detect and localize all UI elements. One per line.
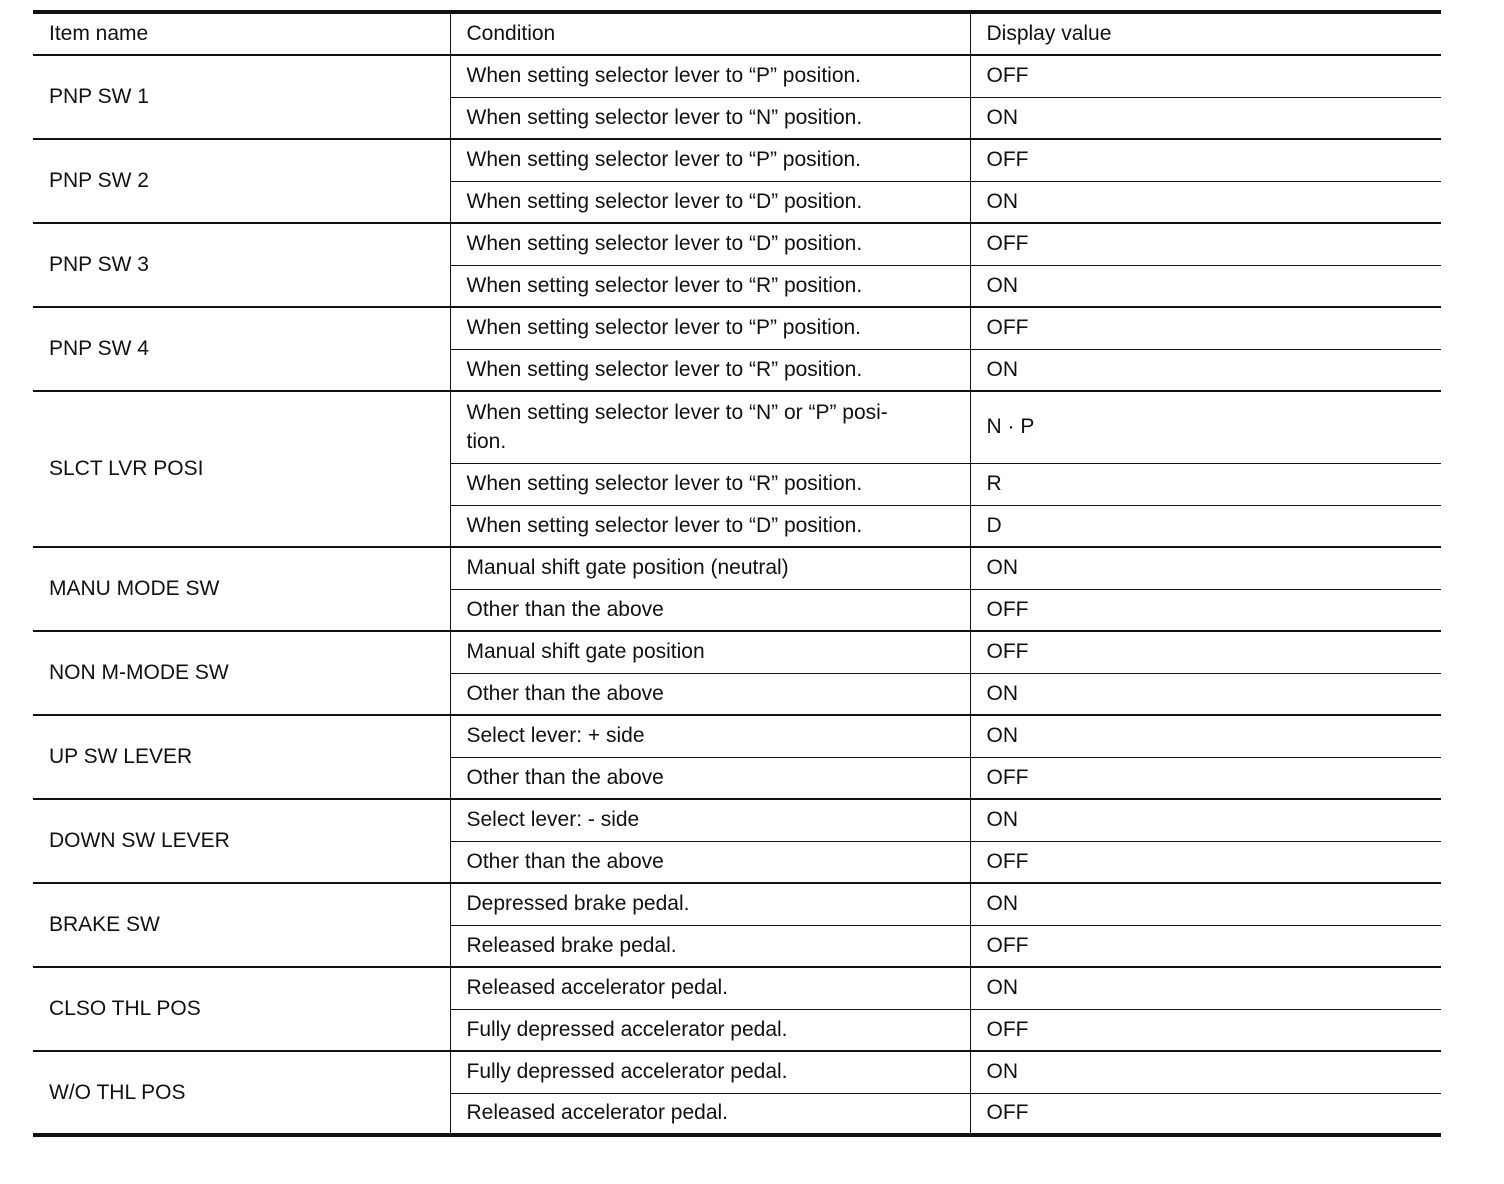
display-value-cell: OFF: [970, 223, 1441, 265]
condition-cell: Select lever: + side: [450, 715, 970, 757]
display-value-cell: ON: [970, 1051, 1441, 1093]
condition-cell: When setting selector lever to “P” position.: [450, 55, 970, 97]
display-value-cell: ON: [970, 967, 1441, 1009]
condition-cell: Depressed brake pedal.: [450, 883, 970, 925]
display-value-cell: ON: [970, 349, 1441, 391]
display-value-cell: OFF: [970, 1009, 1441, 1051]
condition-cell: When setting selector lever to “R” position.: [450, 349, 970, 391]
table-body: [33, 55, 1441, 1135]
condition-cell: Other than the above: [450, 757, 970, 799]
condition-cell: When setting selector lever to “D” position.: [450, 181, 970, 223]
display-value-cell: ON: [970, 181, 1441, 223]
condition-cell: When setting selector lever to “P” position.: [450, 307, 970, 349]
display-value-cell: ON: [970, 883, 1441, 925]
header-item-name: Item name: [33, 12, 450, 55]
condition-cell: When setting selector lever to “N” position.: [450, 97, 970, 139]
table-row: [33, 223, 1441, 265]
display-value-cell: OFF: [970, 139, 1441, 181]
condition-cell: Released accelerator pedal.: [450, 967, 970, 1009]
item-name-cell: DOWN SW LEVER: [33, 799, 450, 883]
display-value-cell: ON: [970, 715, 1441, 757]
spec-table: [33, 10, 1441, 1137]
display-value-cell: R: [970, 463, 1441, 505]
table-row: [33, 547, 1441, 589]
item-name-cell: SLCT LVR POSI: [33, 391, 450, 547]
condition-cell: When setting selector lever to “R” position.: [450, 463, 970, 505]
table-row: [33, 55, 1441, 97]
header-row: [33, 12, 1441, 55]
condition-cell: When setting selector lever to “N” or “P” posi- tion.: [450, 391, 970, 463]
display-value-cell: OFF: [970, 589, 1441, 631]
header-display-value: Display value: [970, 12, 1441, 55]
condition-cell: Fully depressed accelerator pedal.: [450, 1009, 970, 1051]
display-value-cell: ON: [970, 673, 1441, 715]
display-value-cell: ON: [970, 97, 1441, 139]
condition-cell: Manual shift gate position (neutral): [450, 547, 970, 589]
header-condition: Condition: [450, 12, 970, 55]
item-name-cell: BRAKE SW: [33, 883, 450, 967]
table-row: [33, 799, 1441, 841]
table-row: [33, 139, 1441, 181]
display-value-cell: D: [970, 505, 1441, 547]
condition-cell: Released brake pedal.: [450, 925, 970, 967]
display-value-cell: OFF: [970, 757, 1441, 799]
table-row: [33, 631, 1441, 673]
table-header: [33, 12, 1441, 55]
display-value-cell: ON: [970, 265, 1441, 307]
item-name-cell: PNP SW 3: [33, 223, 450, 307]
condition-cell: When setting selector lever to “D” position.: [450, 505, 970, 547]
item-name-cell: PNP SW 4: [33, 307, 450, 391]
display-value-cell: ON: [970, 799, 1441, 841]
item-name-cell: UP SW LEVER: [33, 715, 450, 799]
item-name-cell: NON M-MODE SW: [33, 631, 450, 715]
condition-cell: Manual shift gate position: [450, 631, 970, 673]
item-name-cell: PNP SW 1: [49, 85, 149, 108]
table-row: [33, 1051, 1441, 1093]
display-value-cell: OFF: [970, 307, 1441, 349]
item-name-cell: PNP SW 2: [33, 139, 450, 223]
condition-cell: Fully depressed accelerator pedal.: [450, 1051, 970, 1093]
display-value-cell: OFF: [970, 925, 1441, 967]
table-row: [33, 391, 1441, 463]
display-value-cell: OFF: [970, 841, 1441, 883]
display-value-cell: OFF: [970, 631, 1441, 673]
condition-cell: Select lever: - side: [450, 799, 970, 841]
display-value-cell: N · P: [970, 391, 1441, 463]
display-value-cell: ON: [970, 547, 1441, 589]
condition-cell: Other than the above: [450, 841, 970, 883]
display-value-cell: OFF: [970, 1093, 1441, 1135]
condition-cell: When setting selector lever to “P” position.: [450, 139, 970, 181]
item-name-cell: MANU MODE SW: [33, 547, 450, 631]
condition-cell: Other than the above: [450, 589, 970, 631]
item-name-cell: W/O THL POS: [33, 1051, 450, 1135]
condition-cell: Released accelerator pedal.: [450, 1093, 970, 1135]
table-row: [33, 967, 1441, 1009]
condition-cell: When setting selector lever to “D” position.: [450, 223, 970, 265]
item-name-cell: CLSO THL POS: [33, 967, 450, 1051]
table-row: [33, 883, 1441, 925]
condition-cell: Other than the above: [450, 673, 970, 715]
table-row: [33, 307, 1441, 349]
condition-cell: When setting selector lever to “R” position.: [450, 265, 970, 307]
display-value-cell: OFF: [970, 55, 1441, 97]
table-row: [33, 715, 1441, 757]
